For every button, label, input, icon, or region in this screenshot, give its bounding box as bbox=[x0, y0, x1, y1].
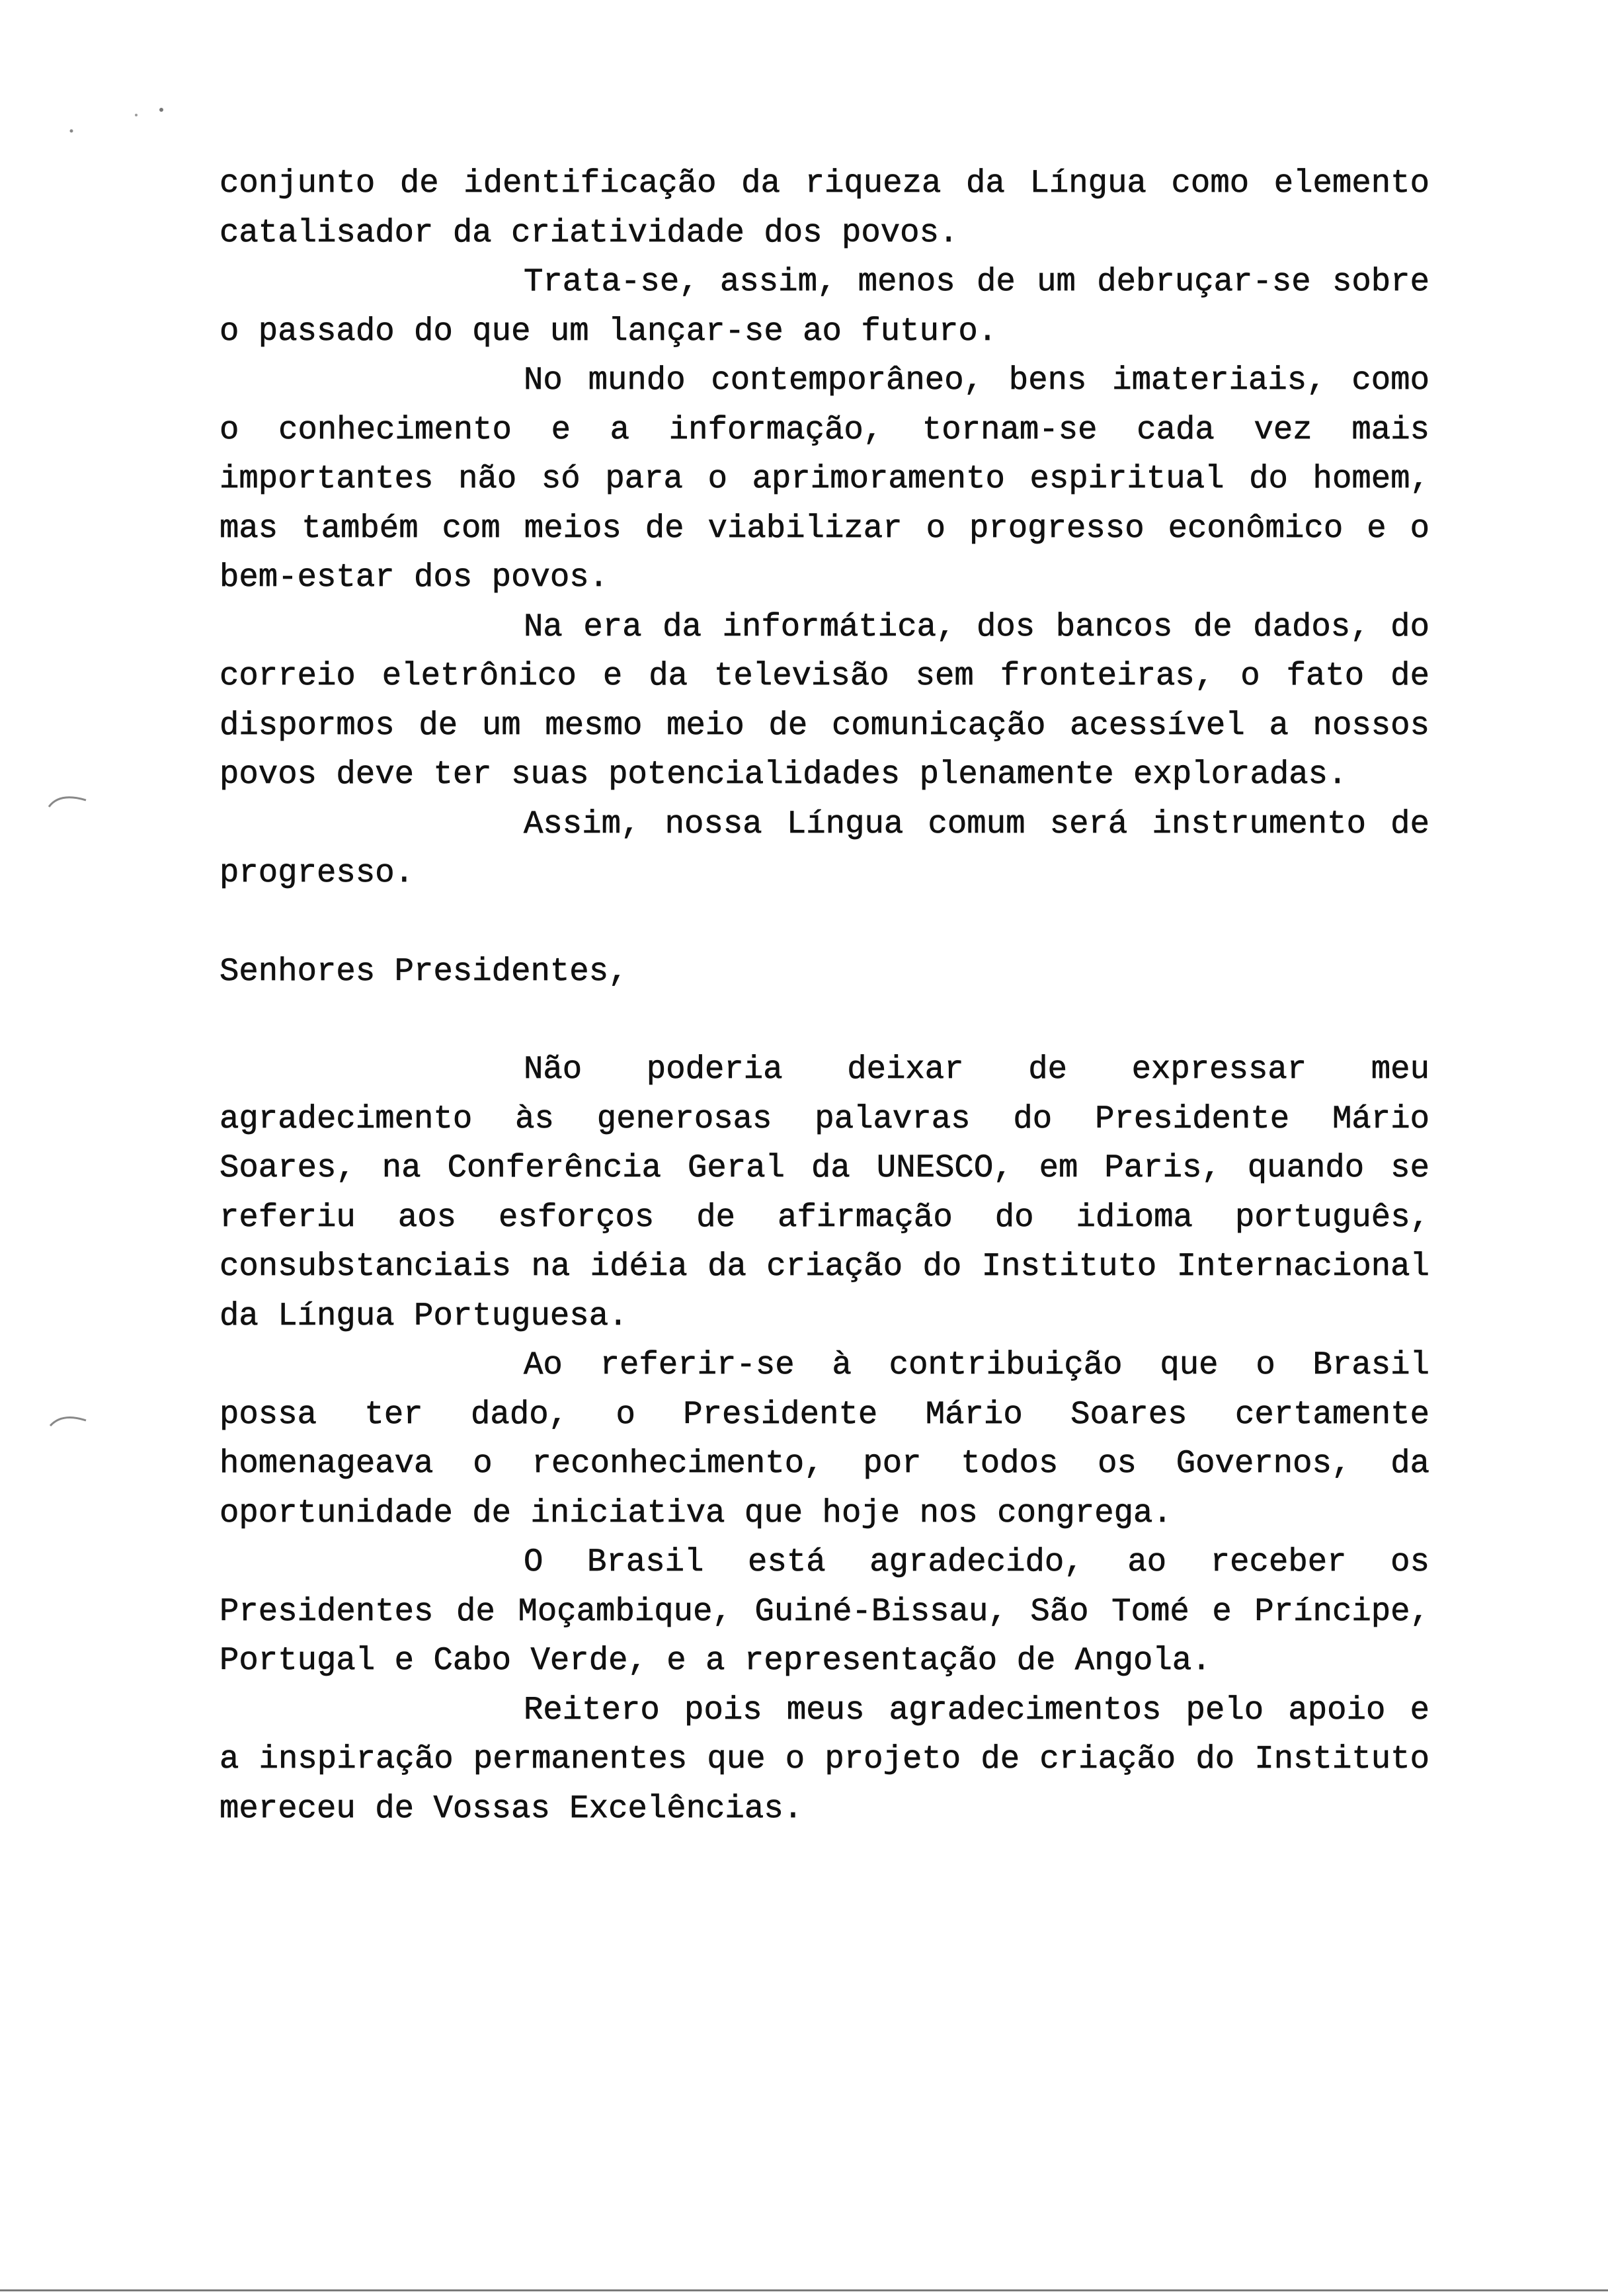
paragraph-6: Não poderia deixar de expressar meu agradecimento às generosas palavras do Presidente Mário Soares, na Conferência Geral da UNESCO, em Paris, quando se referiu aos esforços de afirmação do idioma português, consubstanciais na idéia da criação do Instituto Internacional da Língua Portuguesa. bbox=[220, 1051, 1429, 1334]
paragraph-2: Trata-se, assim, menos de um debruçar-se sobre o passado do que um lançar-se ao futuro. bbox=[220, 263, 1429, 350]
paragraph-4: Na era da informática, dos bancos de dados, do correio eletrônico e da televisão sem fronteiras, o fato de dispormos de um mesmo meio de comunicação acessível a nossos povos deve ter suas potencialidades plenamente exploradas. bbox=[220, 608, 1429, 793]
paragraph-8: O Brasil está agradecido, ao receber os Presidentes de Moçambique, Guiné-Bissau, São Tomé e Príncipe, Portugal e Cabo Verde, e a representação de Angola. bbox=[220, 1543, 1429, 1679]
paragraph-1: conjunto de identificação da riqueza da Língua como elemento catalisador da criatividade dos povos. bbox=[220, 165, 1429, 251]
scan-mark-top bbox=[63, 99, 103, 112]
paragraph-9: Reitero pois meus agradecimentos pelo apoio e a inspiração permanentes que o projeto de criação do Instituto mereceu de Vossas Excelências. bbox=[220, 1691, 1429, 1827]
salutation: Senhores Presidentes, bbox=[220, 952, 628, 990]
paragraph-5: Assim, nossa Língua comum será instrumento de progresso. bbox=[220, 805, 1429, 891]
document-body bbox=[220, 159, 1429, 1833]
paragraph-7: Ao referir-se à contribuição que o Brasil possa ter dado, o Presidente Mário Soares certamente homenageava o reconhecimento, por todos os Governos, da oportunidade de iniciativa que hoje nos congrega. bbox=[220, 1346, 1429, 1532]
scan-mark-lower bbox=[48, 1409, 87, 1422]
scan-mark-middle bbox=[46, 787, 86, 800]
scan-bottom-edge bbox=[0, 2289, 1608, 2291]
paragraph-3: No mundo contemporâneo, bens imateriais, como o conhecimento e a informação, tornam-se cada vez mais importantes não só para o aprimoramento espiritual do homem, mas também com meios de viabilizar o progresso econômico e o bem-estar dos povos. bbox=[220, 362, 1429, 596]
